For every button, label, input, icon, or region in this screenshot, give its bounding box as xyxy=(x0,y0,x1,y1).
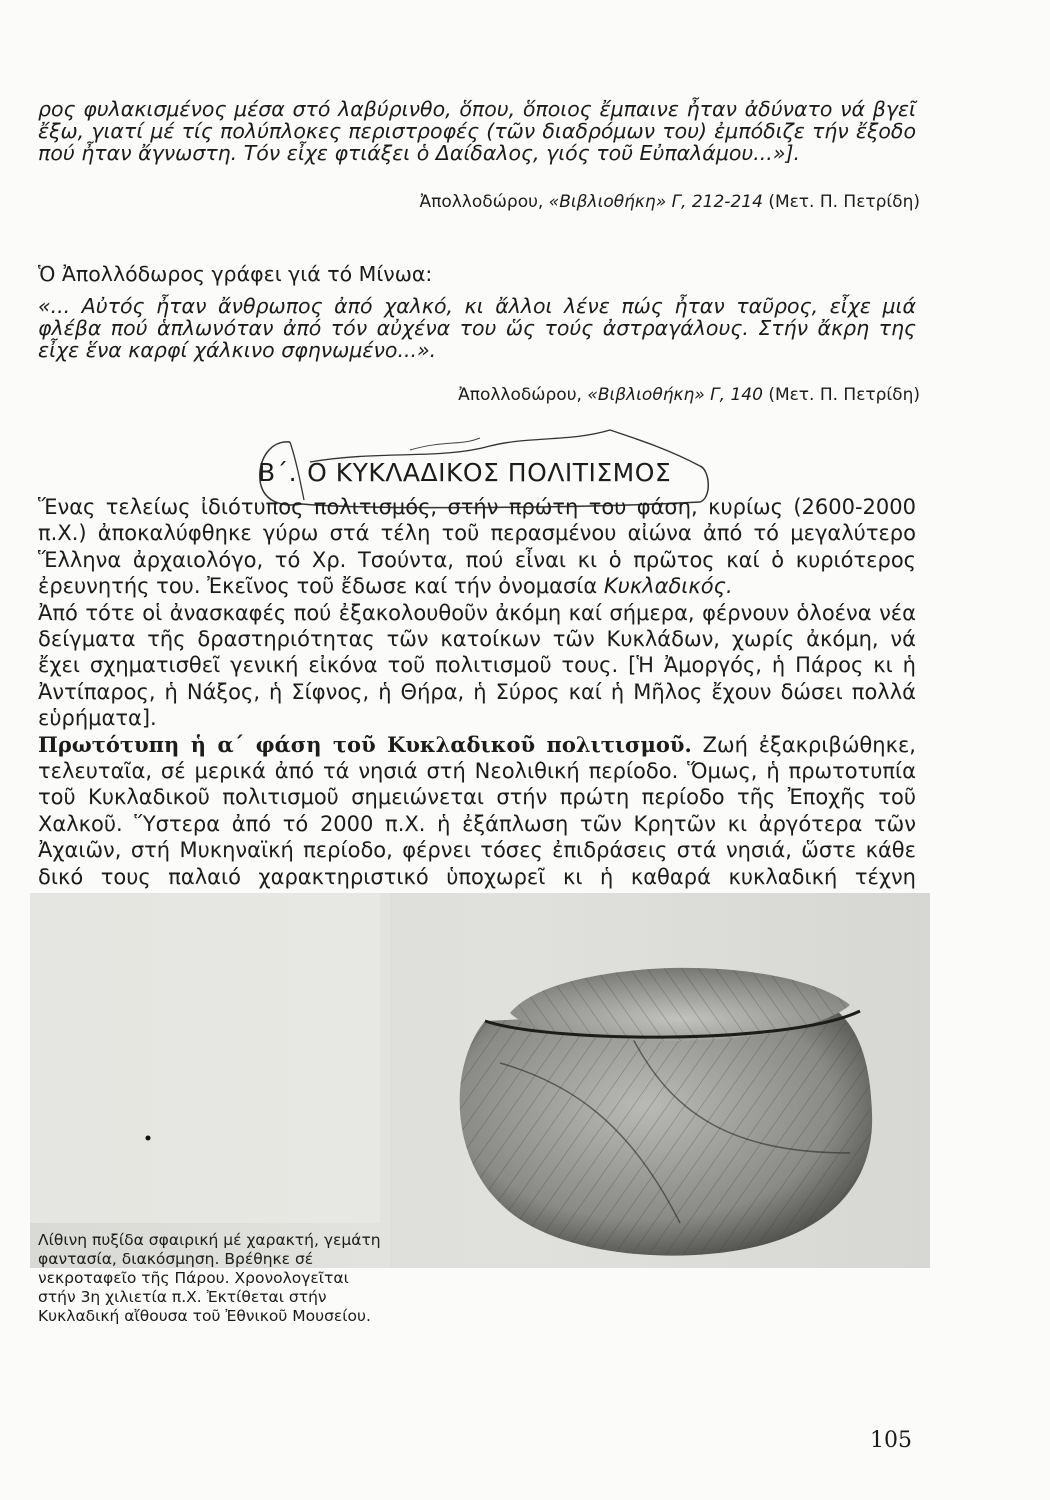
paragraph-text: Ζωή ἐξακριβώθηκε, τελευταῖα, σέ μερικά ἀπό τά νησιά στή Νεολιθική περίοδο. Ὅμως, ἡ πρωτοτυπία τοῦ Κυκλαδικοῦ πολιτισμοῦ σημειώνεται στήν πρώτη περίοδο τῆς Ἐποχῆς τοῦ Χαλκοῦ. Ὕστερα ἀπό τό 2000 π.Χ. ἡ ἐξάπλωση τῶν Κρητῶν κι ἀργότερα τῶν Ἀχαιῶν, στή Μυκηναϊκή περίοδο, φέρνει τόσες ἐπιδράσεις στά νησιά, ὥστε κάθε δικό τους παλαιό χαρακτηριστικό ὑποχωρεῖ κι ἡ καθαρά κυκλαδική τέχνη xyxy=(38,732,916,889)
quote-source-2 xyxy=(458,385,920,405)
body-paragraph: Ἀπό τότε οἱ ἀνασκαφές πού ἐξακολουθοῦν ἀκόμη καί σήμερα, φέρνουν ὁλοένα νέα δείγματα τῆς δραστηριότητας τῶν κατοίκων τῶν Κυκλάδων, χωρίς ἀκόμη, νά ἔχει σχηματισθεῖ γενική εἰκόνα τοῦ πολιτισμοῦ τους. [Ἡ Ἀμοργός, ἡ Πάρος κι ἡ Ἀντίπαρος, ἡ Νάξος, ἡ Σίφνος, ἡ Θήρα, ἡ Σύρος καί ἡ Μῆλος ἔχουν δώσει πολλά εὑρήματα]. xyxy=(38,600,916,731)
source-author: Ἀπολλοδώρου, xyxy=(458,385,582,405)
minos-intro-line: Ὁ Ἀπολλόδωρος γράφει γιά τό Μίνωα: xyxy=(38,262,433,286)
body-text xyxy=(38,494,916,917)
source-translator: (Μετ. Π. Πετρίδη) xyxy=(768,385,920,405)
pyxis-photo xyxy=(30,893,930,1268)
body-paragraph xyxy=(38,732,916,917)
talos-quote: «... Αὐτός ἦταν ἄνθρωπος ἀπό χαλκό, κι ἄλλοι λένε πώς ἦταν ταῦρος, εἶχε μιά φλέβα πού ἁπλωνόταν ἀπό τόν αὐχένα του ὥς τούς ἀστραγάλους. Στήν ἄκρη της εἶχε ἕνα καρφί χάλκινο σφηνωμένο...». xyxy=(38,294,916,362)
section-number: Β΄. xyxy=(258,458,298,487)
page-number: 105 xyxy=(870,1428,912,1453)
quote-source-1 xyxy=(419,192,920,212)
source-author: Ἀπολλοδώρου, xyxy=(419,192,544,212)
term-cycladic: Κυκλαδικός. xyxy=(603,574,733,599)
paragraph-lead: Πρωτότυπη ἡ α΄ φάση τοῦ Κυκλαδικοῦ πολιτισμοῦ. xyxy=(38,731,692,757)
paragraph-text: Ἕνας τελείως ἰδιότυπος πολιτισμός, στήν πρώτη του φάση, κυρίως (2600-2000 π.Χ.) ἀποκαλύφθηκε γύρω στά τέλη τοῦ περασμένου αἰώνα ἀπό τό μεγαλύτερο Ἕλληνα ἀρχαιολόγο, τό Χρ. Τσούντα, πού εἶναι κι ὁ πρῶτος καί ὁ κυριότερος ἐρευνητής του. Ἐκεῖνος τοῦ ἔδωσε καί τήν ὀνομασία xyxy=(38,495,916,599)
source-work: «Βιβλιοθήκη» Γ, 140 xyxy=(587,385,763,405)
source-translator: (Μετ. Π. Πετρίδη) xyxy=(768,192,920,212)
myth-quote-continuation: ρος φυλακισμένος μέσα στό λαβύρινθο, ὅπου, ὅποιος ἔμπαινε ἦταν ἀδύνατο νά βγεῖ ἔξω, γιατί μέ τίς πολύπλοκες περιστροφές (τῶν διαδρόμων του) ἐμπόδιζε τήν ἔξοδο πού ἦταν ἄγνωστη. Τόν εἶχε φτιάξει ὁ Δαίδαλος, γιός τοῦ Εὐπαλάμου...»]. xyxy=(38,97,916,165)
figure-caption: Λίθινη πυξίδα σφαιρική μέ χαρακτή, γεμάτη φαντασία, διακόσμηση. Βρέθηκε σέ νεκροταφεῖο τῆς Πάρου. Χρονολογεῖται στήν 3η χιλιετία π.Χ. Ἐκτίθεται στήν Κυκλαδική αἴθουσα τοῦ Ἐθνικοῦ Μουσείου. xyxy=(38,1231,381,1325)
section-title: Ο ΚΥΚΛΑΔΙΚΟΣ ΠΟΛΙΤΙΣΜΟΣ xyxy=(307,458,672,487)
source-work: «Βιβλιοθήκη» Γ, 212-214 xyxy=(548,192,763,212)
body-paragraph xyxy=(38,494,916,600)
section-heading xyxy=(258,458,671,487)
